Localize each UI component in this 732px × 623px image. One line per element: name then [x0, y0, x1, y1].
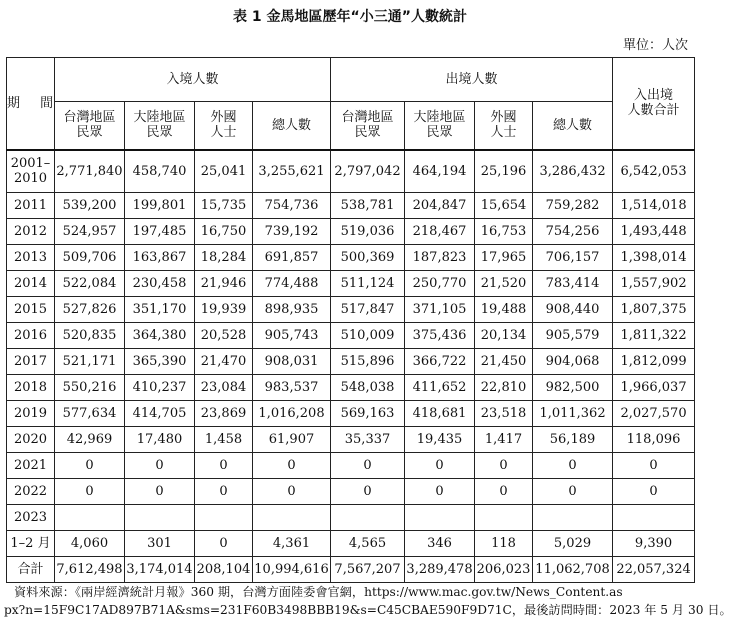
value-cell: 17,480 — [125, 426, 195, 452]
value-cell: 1,458 — [195, 426, 253, 452]
value-cell: 0 — [195, 478, 253, 504]
value-cell: 42,969 — [55, 426, 125, 452]
value-cell: 0 — [55, 478, 125, 504]
value-cell: 904,068 — [533, 348, 613, 374]
period-cell: 1–2 月 — [7, 530, 55, 556]
value-cell: 905,743 — [253, 322, 331, 348]
value-cell: 20,528 — [195, 322, 253, 348]
value-cell: 1,011,362 — [533, 400, 613, 426]
period-cell: 2001– 2010 — [7, 150, 55, 193]
value-cell: 4,060 — [55, 530, 125, 556]
value-cell: 548,038 — [331, 374, 405, 400]
value-cell: 410,237 — [125, 374, 195, 400]
value-cell: 538,781 — [331, 192, 405, 218]
value-cell: 0 — [475, 478, 533, 504]
value-cell: 23,869 — [195, 400, 253, 426]
value-cell: 515,896 — [331, 348, 405, 374]
value-cell: 2,797,042 — [331, 150, 405, 193]
value-cell: 1,966,037 — [613, 374, 695, 400]
value-cell: 199,801 — [125, 192, 195, 218]
value-cell: 520,835 — [55, 322, 125, 348]
value-cell: 375,436 — [405, 322, 475, 348]
value-cell: 905,579 — [533, 322, 613, 348]
value-cell: 9,390 — [613, 530, 695, 556]
value-cell: 522,084 — [55, 270, 125, 296]
value-cell: 21,470 — [195, 348, 253, 374]
value-cell: 0 — [195, 530, 253, 556]
value-cell: 366,722 — [405, 348, 475, 374]
value-cell: 16,750 — [195, 218, 253, 244]
inbound-header: 入境人數 — [55, 58, 331, 102]
value-cell: 517,847 — [331, 296, 405, 322]
value-cell: 1,514,018 — [613, 192, 695, 218]
value-cell: 21,450 — [475, 348, 533, 374]
table-row — [7, 150, 695, 193]
value-cell: 464,194 — [405, 150, 475, 193]
value-cell: 510,009 — [331, 322, 405, 348]
value-cell: 511,124 — [331, 270, 405, 296]
value-cell: 22,810 — [475, 374, 533, 400]
value-cell: 519,036 — [331, 218, 405, 244]
value-cell: 1,811,322 — [613, 322, 695, 348]
table-row — [7, 270, 695, 296]
value-cell: 4,565 — [331, 530, 405, 556]
value-cell: 908,440 — [533, 296, 613, 322]
value-cell: 7,612,498 — [55, 556, 125, 582]
value-cell — [331, 504, 405, 530]
value-cell: 739,192 — [253, 218, 331, 244]
value-cell: 35,337 — [331, 426, 405, 452]
value-cell: 550,216 — [55, 374, 125, 400]
value-cell: 7,567,207 — [331, 556, 405, 582]
value-cell: 458,740 — [125, 150, 195, 193]
value-cell — [613, 504, 695, 530]
value-cell: 1,016,208 — [253, 400, 331, 426]
table-row — [7, 374, 695, 400]
period-cell: 2014 — [7, 270, 55, 296]
value-cell: 61,907 — [253, 426, 331, 452]
period-cell: 2012 — [7, 218, 55, 244]
value-cell: 3,286,432 — [533, 150, 613, 193]
value-cell — [55, 504, 125, 530]
value-cell: 346 — [405, 530, 475, 556]
value-cell: 411,652 — [405, 374, 475, 400]
value-cell: 0 — [533, 452, 613, 478]
value-cell: 1,493,448 — [613, 218, 695, 244]
subheader-cell: 台灣地區 民眾 — [55, 102, 125, 150]
value-cell: 1,812,099 — [613, 348, 695, 374]
value-cell: 19,435 — [405, 426, 475, 452]
value-cell: 1,557,902 — [613, 270, 695, 296]
value-cell: 371,105 — [405, 296, 475, 322]
value-cell: 56,189 — [533, 426, 613, 452]
subheader-cell: 大陸地區 民眾 — [405, 102, 475, 150]
table-row — [7, 348, 695, 374]
period-cell: 2013 — [7, 244, 55, 270]
value-cell: 524,957 — [55, 218, 125, 244]
value-cell: 364,380 — [125, 322, 195, 348]
subheader-cell: 總人數 — [533, 102, 613, 150]
value-cell: 25,196 — [475, 150, 533, 193]
value-cell: 0 — [331, 452, 405, 478]
period-cell: 2020 — [7, 426, 55, 452]
value-cell: 15,735 — [195, 192, 253, 218]
value-cell: 4,361 — [253, 530, 331, 556]
subheader-cell: 總人數 — [253, 102, 331, 150]
period-cell: 合計 — [7, 556, 55, 582]
value-cell: 1,417 — [475, 426, 533, 452]
table-row — [7, 478, 695, 504]
value-cell: 250,770 — [405, 270, 475, 296]
value-cell: 20,134 — [475, 322, 533, 348]
subheader-cell: 台灣地區 民眾 — [331, 102, 405, 150]
subheader-cell: 外國 人士 — [475, 102, 533, 150]
value-cell: 0 — [475, 452, 533, 478]
value-cell: 0 — [331, 478, 405, 504]
value-cell: 301 — [125, 530, 195, 556]
table-row — [7, 244, 695, 270]
period-cell: 2022 — [7, 478, 55, 504]
outbound-header: 出境人數 — [331, 58, 613, 102]
table-row — [7, 556, 695, 582]
value-cell: 187,823 — [405, 244, 475, 270]
value-cell: 10,994,616 — [253, 556, 331, 582]
value-cell: 759,282 — [533, 192, 613, 218]
value-cell: 11,062,708 — [533, 556, 613, 582]
value-cell: 691,857 — [253, 244, 331, 270]
value-cell — [475, 504, 533, 530]
value-cell: 22,057,324 — [613, 556, 695, 582]
statistics-table — [6, 57, 695, 583]
period-cell: 2015 — [7, 296, 55, 322]
value-cell: 351,170 — [125, 296, 195, 322]
value-cell: 206,023 — [475, 556, 533, 582]
value-cell: 500,369 — [331, 244, 405, 270]
value-cell: 898,935 — [253, 296, 331, 322]
value-cell: 539,200 — [55, 192, 125, 218]
value-cell: 3,289,478 — [405, 556, 475, 582]
value-cell: 218,467 — [405, 218, 475, 244]
value-cell: 774,488 — [253, 270, 331, 296]
value-cell: 118 — [475, 530, 533, 556]
value-cell: 0 — [405, 452, 475, 478]
table-row — [7, 192, 695, 218]
table-row — [7, 530, 695, 556]
value-cell: 197,485 — [125, 218, 195, 244]
value-cell: 230,458 — [125, 270, 195, 296]
value-cell — [195, 504, 253, 530]
value-cell: 509,706 — [55, 244, 125, 270]
period-cell: 2021 — [7, 452, 55, 478]
value-cell: 19,488 — [475, 296, 533, 322]
value-cell: 527,826 — [55, 296, 125, 322]
value-cell: 204,847 — [405, 192, 475, 218]
table-row — [7, 218, 695, 244]
period-cell: 2011 — [7, 192, 55, 218]
value-cell: 414,705 — [125, 400, 195, 426]
value-cell: 0 — [405, 478, 475, 504]
value-cell: 21,946 — [195, 270, 253, 296]
table-row — [7, 426, 695, 452]
value-cell: 418,681 — [405, 400, 475, 426]
value-cell: 18,284 — [195, 244, 253, 270]
value-cell: 118,096 — [613, 426, 695, 452]
value-cell: 0 — [55, 452, 125, 478]
value-cell: 908,031 — [253, 348, 331, 374]
value-cell: 17,965 — [475, 244, 533, 270]
value-cell — [405, 504, 475, 530]
value-cell: 2,771,840 — [55, 150, 125, 193]
value-cell: 982,500 — [533, 374, 613, 400]
value-cell: 1,398,014 — [613, 244, 695, 270]
value-cell: 5,029 — [533, 530, 613, 556]
period-cell: 2019 — [7, 400, 55, 426]
table-row — [7, 400, 695, 426]
value-cell: 23,084 — [195, 374, 253, 400]
period-cell: 2023 — [7, 504, 55, 530]
value-cell: 6,542,053 — [613, 150, 695, 193]
value-cell: 0 — [195, 452, 253, 478]
value-cell: 0 — [253, 452, 331, 478]
value-cell: 0 — [253, 478, 331, 504]
value-cell: 0 — [613, 452, 695, 478]
value-cell — [253, 504, 331, 530]
value-cell: 0 — [533, 478, 613, 504]
value-cell: 0 — [125, 452, 195, 478]
value-cell — [125, 504, 195, 530]
value-cell: 521,171 — [55, 348, 125, 374]
value-cell: 754,736 — [253, 192, 331, 218]
value-cell: 577,634 — [55, 400, 125, 426]
period-cell: 2018 — [7, 374, 55, 400]
value-cell: 23,518 — [475, 400, 533, 426]
value-cell: 983,537 — [253, 374, 331, 400]
value-cell: 3,255,621 — [253, 150, 331, 193]
value-cell: 21,520 — [475, 270, 533, 296]
table-row — [7, 452, 695, 478]
value-cell: 365,390 — [125, 348, 195, 374]
total-header: 入出境 人數合計 — [613, 58, 695, 150]
value-cell — [533, 504, 613, 530]
source-note: 資料來源：《兩岸經濟統計月報》360 期，台灣方面陸委會官網，https://www.mac.gov.tw/News_Content.as px?n=15F9C17AD897B71A&sms=231F60B3498BBB19&s=C45CBAE590F9D71C，最後訪問時間：2023 年 5 月 30 日。 — [4, 585, 732, 617]
value-cell: 0 — [125, 478, 195, 504]
value-cell: 706,157 — [533, 244, 613, 270]
value-cell: 569,163 — [331, 400, 405, 426]
value-cell: 15,654 — [475, 192, 533, 218]
value-cell: 1,807,375 — [613, 296, 695, 322]
subheader-cell: 外國 人士 — [195, 102, 253, 150]
period-cell: 2016 — [7, 322, 55, 348]
value-cell: 25,041 — [195, 150, 253, 193]
table-row — [7, 296, 695, 322]
value-cell: 0 — [613, 478, 695, 504]
value-cell: 16,753 — [475, 218, 533, 244]
value-cell: 163,867 — [125, 244, 195, 270]
period-cell: 2017 — [7, 348, 55, 374]
table-row — [7, 504, 695, 530]
value-cell: 3,174,014 — [125, 556, 195, 582]
table-title: 表 1 金馬地區歷年“小三通”人數統計 — [233, 9, 467, 25]
period-header: 期 間 — [7, 58, 55, 150]
value-cell: 208,104 — [195, 556, 253, 582]
value-cell: 2,027,570 — [613, 400, 695, 426]
value-cell: 783,414 — [533, 270, 613, 296]
table-row — [7, 322, 695, 348]
subheader-cell: 大陸地區 民眾 — [125, 102, 195, 150]
value-cell: 19,939 — [195, 296, 253, 322]
value-cell: 754,256 — [533, 218, 613, 244]
unit-label: 單位：人次 — [622, 38, 688, 53]
